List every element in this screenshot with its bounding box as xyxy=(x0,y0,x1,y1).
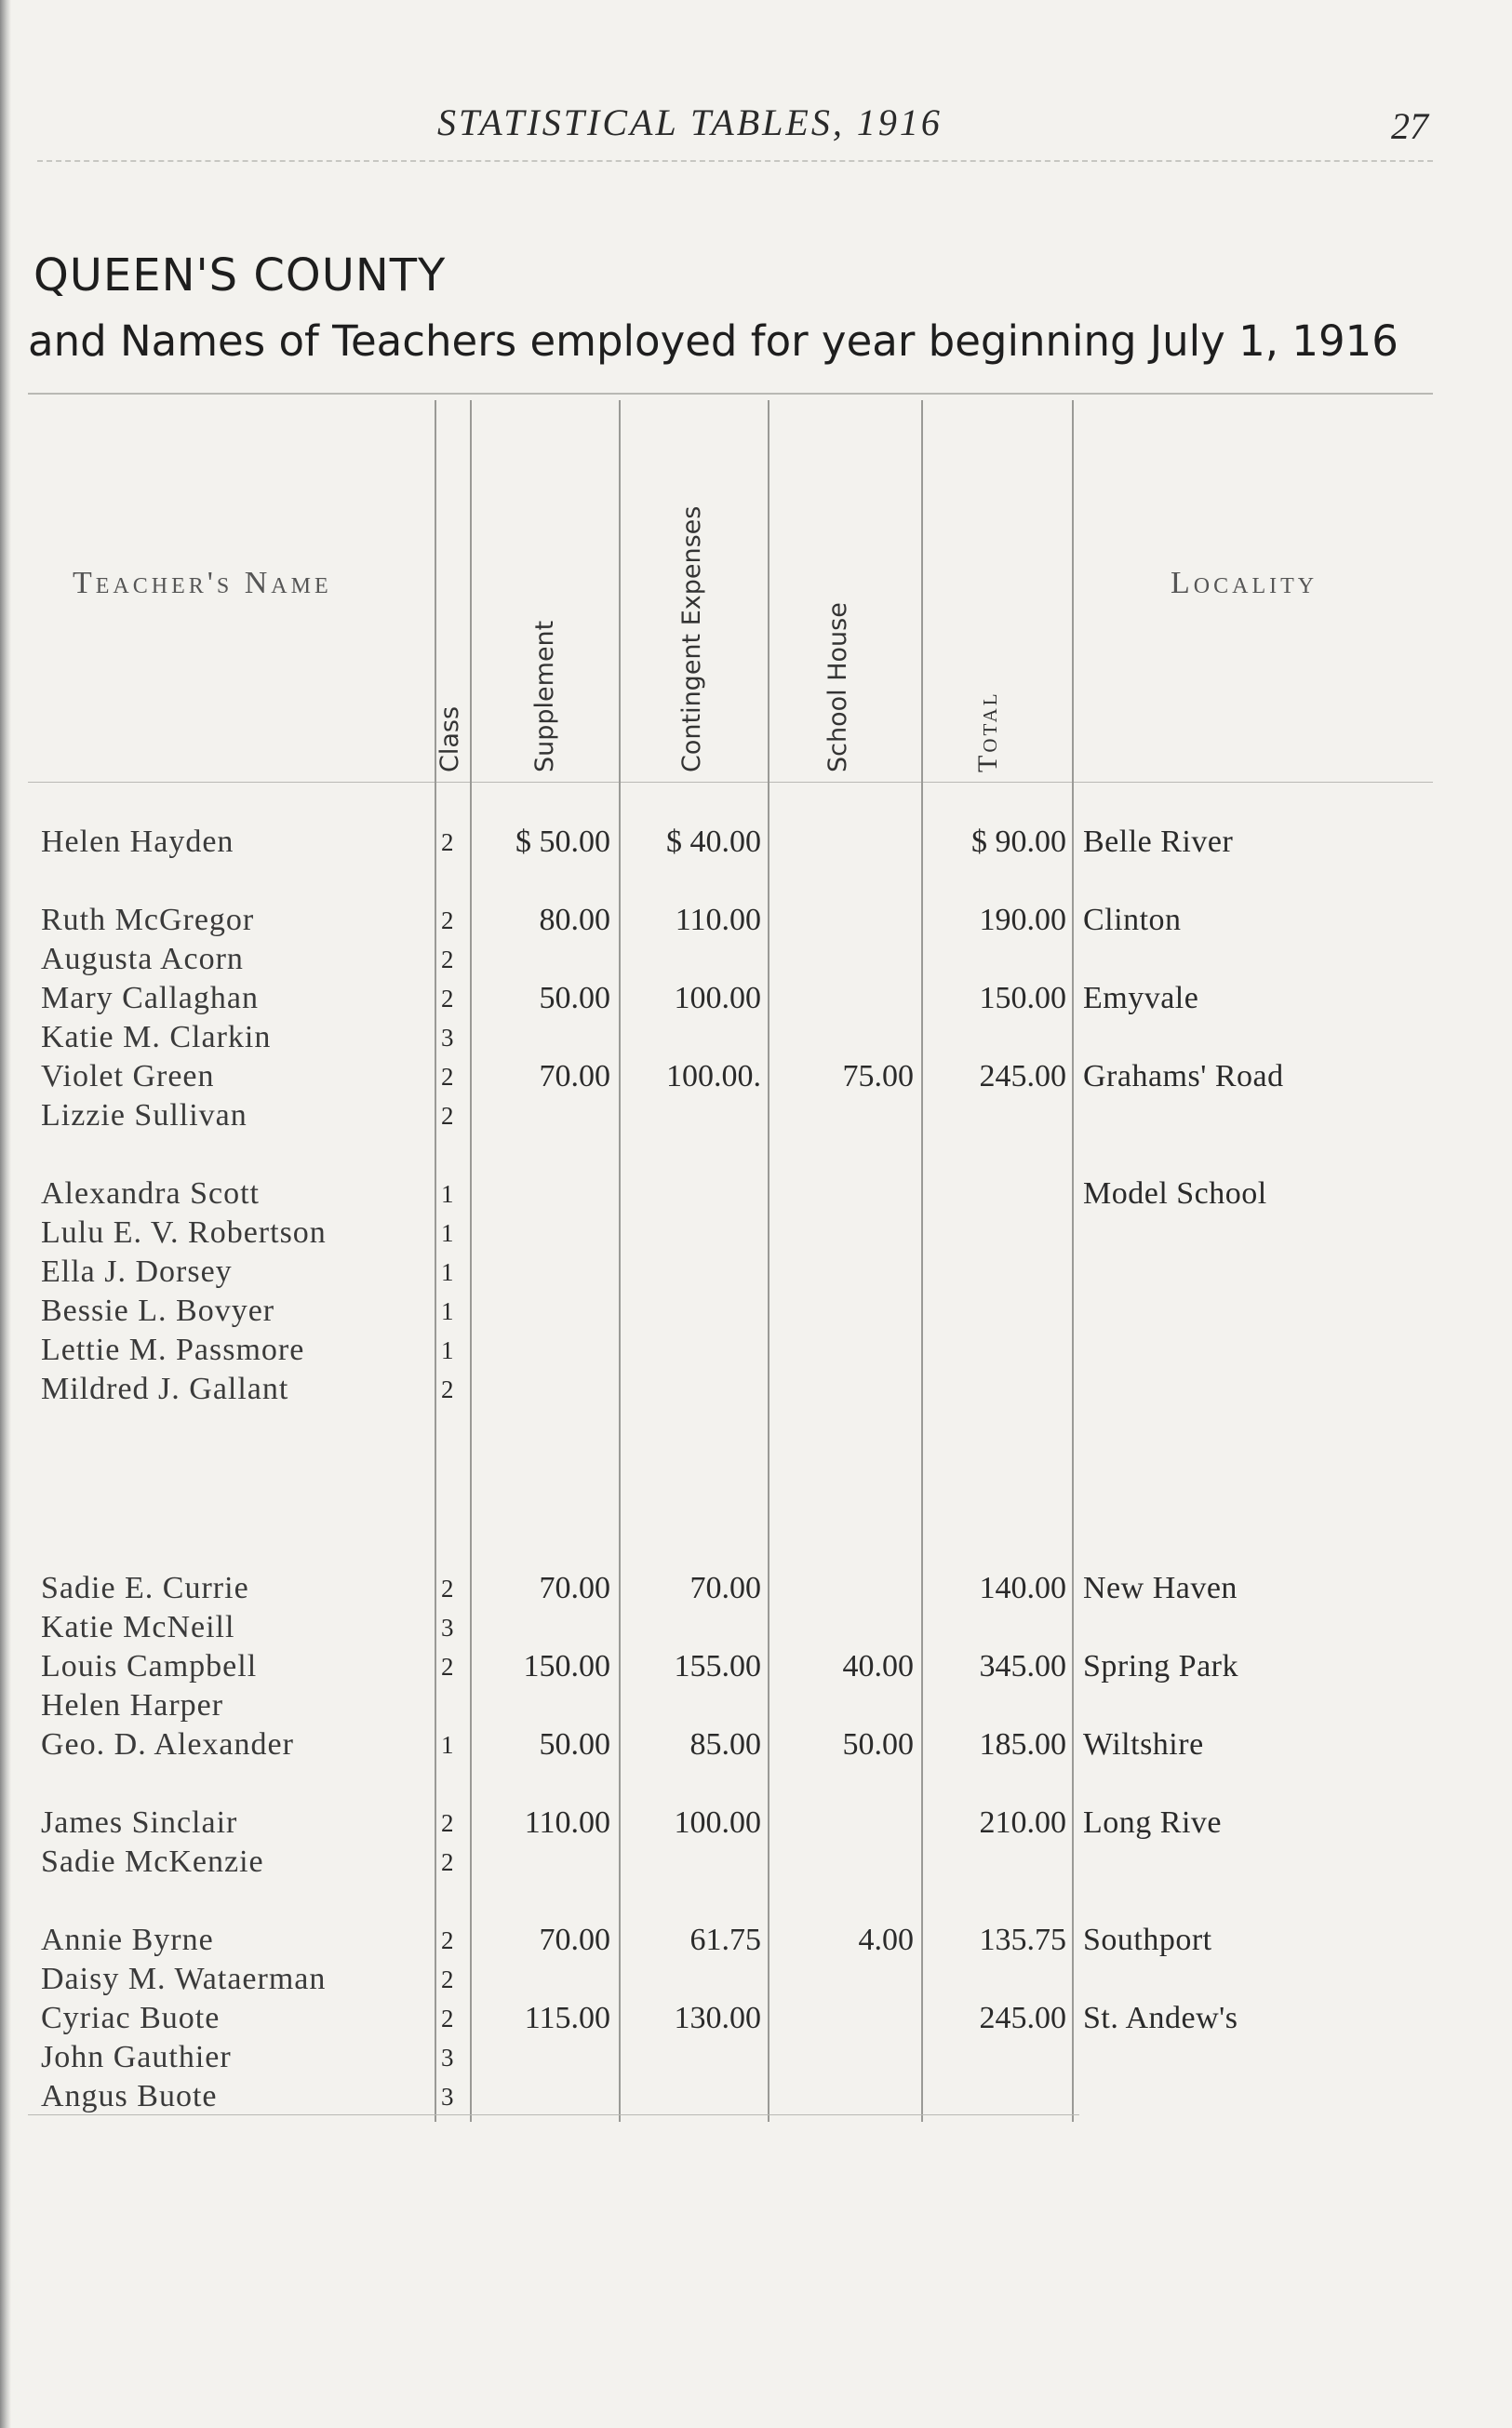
class-cell: 2 xyxy=(441,1848,454,1876)
column-divider xyxy=(470,400,472,2122)
class-cell: 2 xyxy=(441,1102,454,1130)
teacher-name: Lizzie Sullivan xyxy=(41,1098,248,1133)
teacher-name: Katie M. Clarkin xyxy=(41,1020,272,1054)
contingent-cell: 110.00 xyxy=(675,903,761,937)
supplement-cell: 50.00 xyxy=(539,1727,610,1762)
header-locality: Locality xyxy=(1171,566,1318,600)
teacher-name: Sadie E. Currie xyxy=(41,1571,249,1605)
teacher-name: Mary Callaghan xyxy=(41,981,259,1015)
teacher-name: Bessie L. Bovyer xyxy=(41,1294,275,1328)
total-cell: 245.00 xyxy=(979,1059,1066,1093)
header-total: Total xyxy=(972,691,1003,772)
class-cell: 3 xyxy=(441,1024,454,1052)
total-cell: $ 90.00 xyxy=(971,825,1066,859)
teacher-name: Lulu E. V. Robertson xyxy=(41,1215,327,1250)
locality-cell: Clinton xyxy=(1083,903,1182,937)
teacher-name: Alexandra Scott xyxy=(41,1176,260,1211)
class-cell: 2 xyxy=(441,828,454,856)
supplement-cell: 70.00 xyxy=(539,1059,610,1093)
total-cell: 135.75 xyxy=(979,1923,1066,1957)
teacher-name: Augusta Acorn xyxy=(41,942,244,976)
class-cell: 2 xyxy=(441,1063,454,1091)
supplement-cell: 80.00 xyxy=(539,903,610,937)
contingent-cell: 100.00 xyxy=(674,981,761,1015)
teacher-name: Geo. D. Alexander xyxy=(41,1727,294,1762)
locality-cell: Wiltshire xyxy=(1083,1727,1204,1762)
locality-cell: Southport xyxy=(1083,1923,1212,1957)
county-title: QUEEN'S COUNTY xyxy=(33,249,447,302)
contingent-cell: 61.75 xyxy=(689,1923,761,1957)
teacher-name: Cyriac Buote xyxy=(41,2001,221,2035)
contingent-cell: 100.00. xyxy=(666,1059,761,1093)
class-cell: 2 xyxy=(441,1575,454,1603)
supplement-cell: 70.00 xyxy=(539,1571,610,1605)
contingent-cell: 155.00 xyxy=(674,1649,761,1684)
header-teachers-name: Teacher's Name xyxy=(73,566,332,600)
class-cell: 2 xyxy=(441,906,454,934)
locality-cell: Belle River xyxy=(1083,825,1234,859)
class-cell: 2 xyxy=(441,1809,454,1837)
supplement-cell: 70.00 xyxy=(539,1923,610,1957)
total-cell: 190.00 xyxy=(979,903,1066,937)
class-cell: 3 xyxy=(441,2044,454,2072)
class-cell: 3 xyxy=(441,1614,454,1642)
school-house-cell: 4.00 xyxy=(858,1923,914,1957)
supplement-cell: 115.00 xyxy=(524,2001,610,2035)
teacher-name: Ruth McGregor xyxy=(41,903,255,937)
teacher-name: James Sinclair xyxy=(41,1805,238,1840)
supplement-cell: 150.00 xyxy=(523,1649,610,1684)
contingent-cell: 85.00 xyxy=(689,1727,761,1762)
locality-cell: St. Andew's xyxy=(1083,2001,1238,2035)
supplement-cell: $ 50.00 xyxy=(515,825,610,859)
table-bottom-rule xyxy=(28,2114,1079,2115)
supplement-cell: 50.00 xyxy=(539,981,610,1015)
school-house-cell: 75.00 xyxy=(842,1059,914,1093)
class-cell: 1 xyxy=(441,1258,454,1286)
school-house-cell: 50.00 xyxy=(842,1727,914,1762)
teacher-name: Katie McNeill xyxy=(41,1610,235,1644)
teacher-name: Angus Buote xyxy=(41,2079,218,2113)
class-cell: 1 xyxy=(441,1336,454,1364)
header-contingent-expenses: Contingent Expenses xyxy=(677,505,706,772)
teacher-name: Louis Campbell xyxy=(41,1649,258,1684)
total-cell: 210.00 xyxy=(979,1805,1066,1840)
column-divider xyxy=(921,400,923,2122)
contingent-cell: $ 40.00 xyxy=(666,825,761,859)
class-cell: 1 xyxy=(441,1180,454,1208)
teacher-name: Annie Byrne xyxy=(41,1923,214,1957)
teacher-name: Daisy M. Wataerman xyxy=(41,1962,327,1996)
teacher-name: Helen Hayden xyxy=(41,825,234,859)
teacher-name: Sadie McKenzie xyxy=(41,1844,264,1879)
locality-cell: Spring Park xyxy=(1083,1649,1238,1684)
header-supplement: Supplement xyxy=(530,620,559,772)
teacher-name: Mildred J. Gallant xyxy=(41,1372,289,1406)
locality-cell: Model School xyxy=(1083,1176,1267,1211)
page-edge-shadow xyxy=(0,0,11,2428)
total-cell: 345.00 xyxy=(979,1649,1066,1684)
locality-cell: Grahams' Road xyxy=(1083,1059,1284,1093)
contingent-cell: 100.00 xyxy=(674,1805,761,1840)
class-cell: 1 xyxy=(441,1731,454,1759)
header-school-house: School House xyxy=(823,602,852,772)
locality-cell: Long Rive xyxy=(1083,1805,1222,1840)
class-cell: 2 xyxy=(441,2005,454,2032)
school-house-cell: 40.00 xyxy=(842,1649,914,1684)
page-number: 27 xyxy=(1391,105,1428,147)
column-divider xyxy=(435,400,436,2122)
supplement-cell: 110.00 xyxy=(524,1805,610,1840)
contingent-cell: 130.00 xyxy=(674,2001,761,2035)
header-class: Class xyxy=(435,705,464,772)
class-cell: 2 xyxy=(441,985,454,1013)
teacher-name: Helen Harper xyxy=(41,1688,224,1723)
total-cell: 150.00 xyxy=(979,981,1066,1015)
class-cell: 2 xyxy=(441,946,454,973)
class-cell: 2 xyxy=(441,1653,454,1681)
table-top-rule xyxy=(28,393,1433,395)
total-cell: 185.00 xyxy=(979,1727,1066,1762)
class-cell: 2 xyxy=(441,1965,454,1993)
column-divider xyxy=(619,400,621,2122)
total-cell: 245.00 xyxy=(979,2001,1066,2035)
class-cell: 2 xyxy=(441,1926,454,1954)
teacher-name: Violet Green xyxy=(41,1059,215,1093)
class-cell: 2 xyxy=(441,1375,454,1403)
locality-cell: Emyvale xyxy=(1083,981,1199,1015)
column-divider xyxy=(768,400,769,2122)
locality-cell: New Haven xyxy=(1083,1571,1238,1605)
class-cell: 3 xyxy=(441,2083,454,2111)
header-bottom-rule xyxy=(28,782,1433,783)
running-head: STATISTICAL TABLES, 1916 xyxy=(437,101,943,143)
class-cell: 1 xyxy=(441,1219,454,1247)
teacher-name: Lettie M. Passmore xyxy=(41,1333,305,1367)
class-cell: 1 xyxy=(441,1297,454,1325)
total-cell: 140.00 xyxy=(979,1571,1066,1605)
header-rule xyxy=(37,160,1433,162)
table-subtitle: and Names of Teachers employed for year beginning July 1, 1916 xyxy=(28,316,1398,366)
teacher-name: Ella J. Dorsey xyxy=(41,1254,233,1289)
column-divider xyxy=(1072,400,1074,2122)
teacher-name: John Gauthier xyxy=(41,2040,232,2074)
contingent-cell: 70.00 xyxy=(689,1571,761,1605)
